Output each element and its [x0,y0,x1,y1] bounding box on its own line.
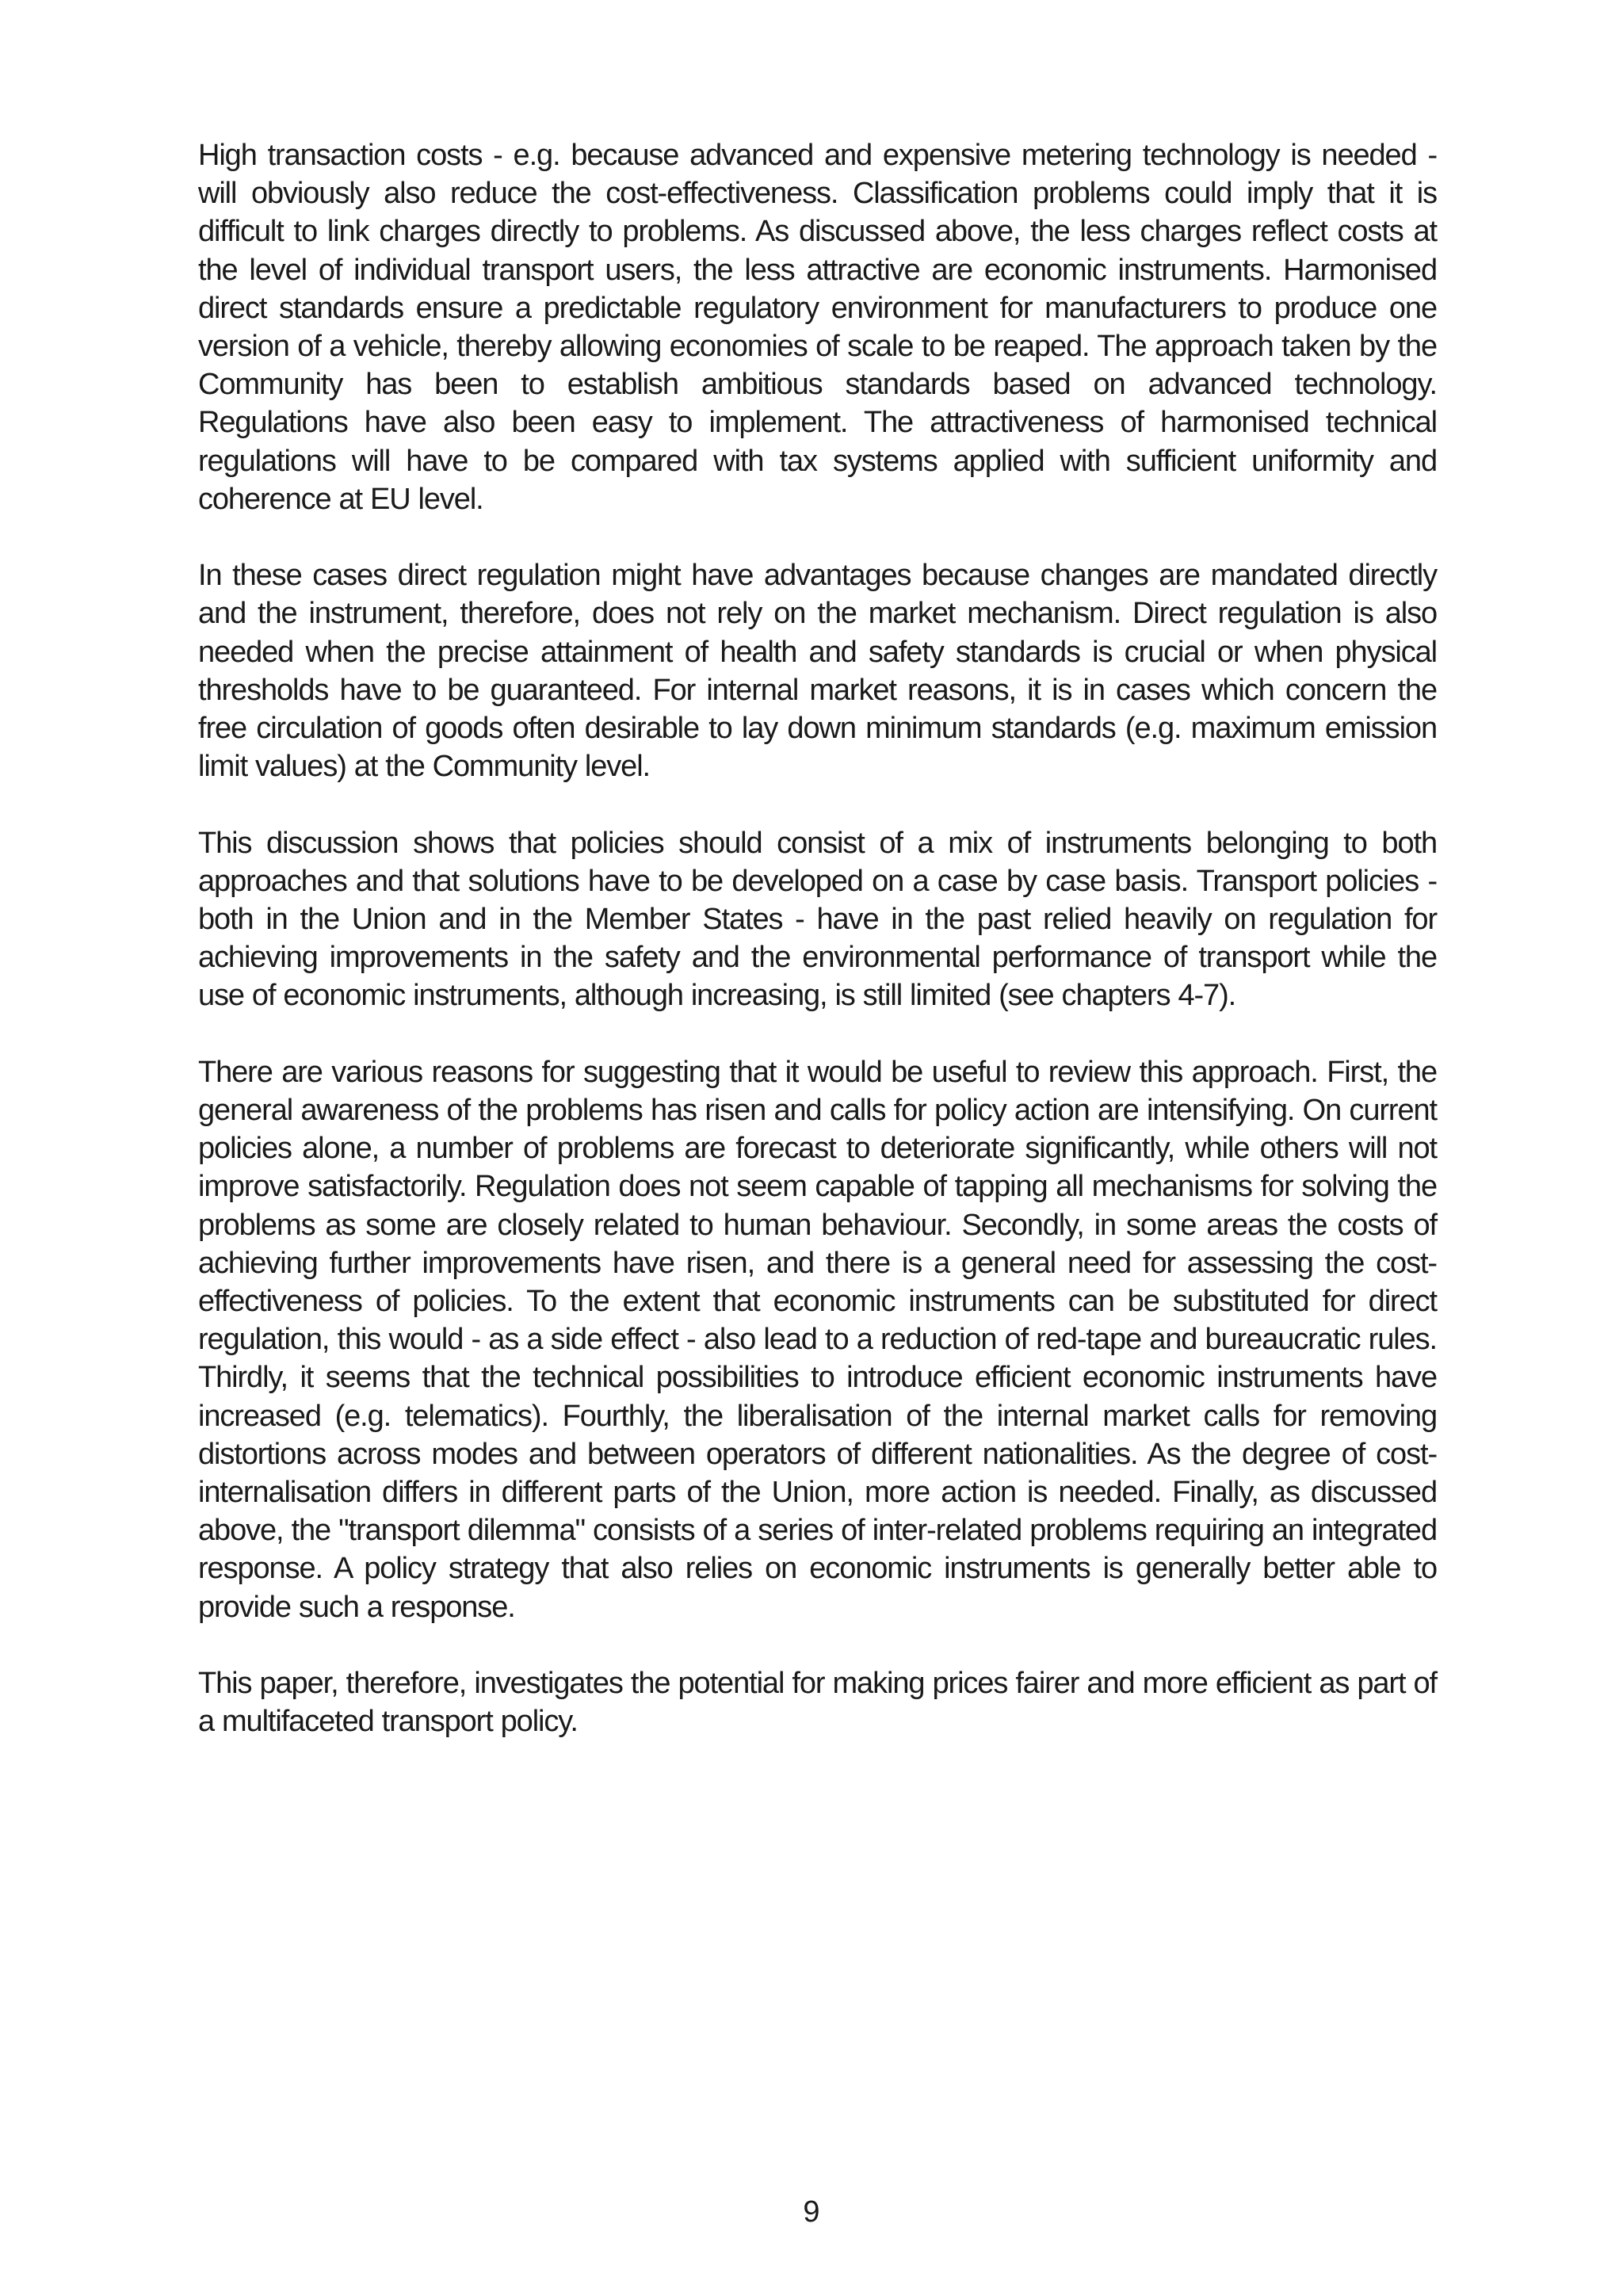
page-number: 9 [803,2195,820,2229]
document-body [198,136,1437,1779]
paragraph-policy-mix: This discussion shows that policies should consist of a mix of instruments belonging to both approaches and that solutions have to be developed on a case by case basis. Transport policies - both in the Union and in the Member States - have in the past relied heavily on regulation for achieving improvements in the safety and the environmental performance of transport while the use of economic instruments, although increasing, is still limited (see chapters 4-7). [198,826,1437,1013]
paragraph-direct-regulation: In these cases direct regulation might have advantages because changes are mandated directly and the instrument, therefore, does not rely on the market mechanism. Direct regulation is also needed when the precise attainment of health and safety standards is crucial or when physical thresholds have to be guaranteed. For internal market reasons, it is in cases which concern the free circulation of goods often desirable to lay down minimum standards (e.g. maximum emission limit values) at the Community level. [198,559,1437,784]
paragraph-conclusion: This paper, therefore, investigates the potential for making prices fairer and more efficient as part of a multifaceted transport policy. [198,1667,1437,1739]
paragraph-transaction-costs: High transaction costs - e.g. because advanced and expensive metering technology is needed - will obviously also reduce the cost-effectiveness. Classification problems could imply that it is difficult to link charges directly to problems. As discussed above, the less charges reflect costs at the level of individual transport users, the less attractive are economic instruments. Harmonised direct standards ensure a predictable regulatory environment for manufacturers to produce one version of a vehicle, thereby allowing economies of scale to be reaped. The approach taken by the Community has been to establish ambitious standards based on advanced technology. Regulations have also been easy to implement. The attractiveness of harmonised technical regulations will have to be compared with tax systems applied with sufficient uniformity and coherence at EU level. [198,139,1437,516]
paragraph-review-reasons: There are various reasons for suggesting that it would be useful to review this approach. First, the general awareness of the problems has risen and calls for policy action are intensifying. On current policies alone, a number of problems are forecast to deteriorate significantly, while others will not improve satisfactorily. Regulation does not seem capable of tapping all mechanisms for solving the problems as some are closely related to human behaviour. Secondly, in some areas the costs of achieving further improvements have risen, and there is a general need for assessing the cost-effectiveness of policies. To the extent that economic instruments can be substituted for direct regulation, this would - as a side effect - also lead to a reduction of red-tape and bureaucratic rules. Thirdly, it seems that the technical possibilities to introduce efficient economic instruments have increased (e.g. telematics). Fourthly, the liberalisation of the internal market calls for removing distortions across modes and between operators of different nationalities. As the degree of cost-internalisation differs in different parts of the Union, more action is needed. Finally, as discussed above, the "transport dilemma" consists of a series of inter-related problems requiring an integrated response. A policy strategy that also relies on economic instruments is generally better able to provide such a response. [198,1055,1437,1624]
